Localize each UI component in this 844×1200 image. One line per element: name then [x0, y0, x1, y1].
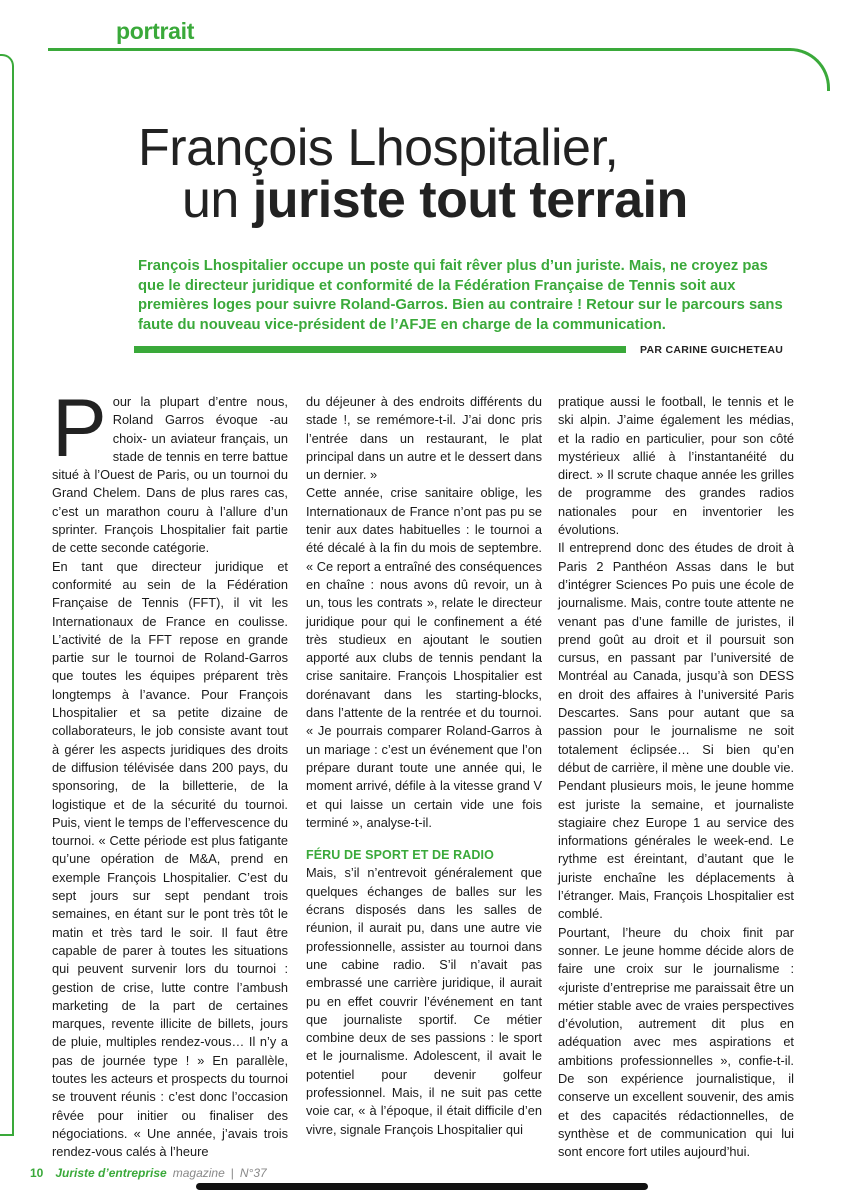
article-lead: François Lhospitalier occupe un poste qui fait rêver plus d’un juriste. Mais, ne croyez pas que le directeur juridique et conformité de la Fédération Française de Tennis soit aux premières loges pour suivre Roland-Garros. Bien au contraire ! Retour sur le parcours sans faute du nouveau vice-président de l’AFJE en charge de la communication. [138, 258, 783, 333]
title-emphasis: juriste tout terrain [252, 171, 688, 229]
decorative-frame-top [48, 48, 830, 91]
title-prefix: un [182, 171, 253, 229]
text-column-2 [306, 393, 542, 1139]
footer-separator: | [230, 1166, 234, 1180]
text-column-3 [558, 393, 794, 1161]
paragraph: Mais, s’il n’entrevoit généralement que quelques échanges de balles sur les écrans disposés dans les salles de réunion, il aurait pu, dans une autre vie professionnelle, assister au tournoi dans une cabine radio. S’il n’avait pas embrassé une carrière juridique, il aurait pu en effet couvrir l’événement en tant que journaliste sportif. Ce métier combine deux de ses passions : le sport et le journalisme. Adolescent, il avait le potentiel pour devenir golfeur professionnel. Mais, il ne suit pas cette voie car, « à l’époque, il était difficile d’en vivre, signale François Lhospitalier qui [306, 865, 542, 1137]
article-title-line1: François Lhospitalier, [138, 119, 619, 177]
issue-number: N°37 [239, 1166, 267, 1180]
paragraph-text: our la plupart d’entre nous, Roland Garros évoque -au choix- un aviateur français, un stade de tennis en terre battue situé à l’Ouest de Paris, ou un tournoi du Grand Chelem. Dans de plus rares cas, c’est un marathon couru à l’allure d’un sprinter. François Lhospitalier fait partie de cette seconde catégorie. [52, 394, 288, 556]
paragraph: Pourtant, l’heure du choix finit par sonner. Le jeune homme décide alors de faire une croix sur le journalisme : «juriste d’entreprise me paraissait être un métier stable avec de vraies perspectives d’évolution, autrement dit plus en adéquation avec mes aspirations et ambitions professionnelles », confie-t-il. De son expérience journalistique, il conserve un excellent souvenir, des amis et des capacités rédactionnelles, de synthèse et de communication qui lui sont encore fort utiles aujourd’hui. [558, 924, 794, 1160]
article-title-line2 [182, 170, 688, 230]
drop-cap: P [52, 383, 107, 474]
decorative-frame-left [0, 54, 14, 1136]
page-number: 10 [30, 1166, 44, 1180]
home-indicator[interactable] [196, 1183, 648, 1190]
magazine-label: magazine [172, 1166, 225, 1180]
green-rule [134, 346, 626, 353]
text-column-1 [52, 383, 288, 1161]
subheading: FÉRU DE SPORT ET DE RADIO [306, 848, 494, 863]
section-label: portrait [116, 18, 200, 45]
paragraph [52, 383, 288, 558]
magazine-brand: Juriste d’entreprise [55, 1166, 167, 1180]
paragraph: du déjeuner à des endroits différents du stade !, se remémore-t-il. J’ai donc pris l’entrée dans un restaurant, le plat principal dans un autre et le dessert dans un dernier. » [306, 394, 542, 483]
paragraph: Il entreprend donc des études de droit à Paris 2 Panthéon Assas dans le but d’intégrer Sciences Po puis une école de journalisme. Mais, contre toute attente ne venant pas d’une famille de juristes, il prend goût au droit et il poursuit son cursus, en passant par l’université de Montréal au Canada, jusqu’à son DESS en droit des affaires à l’université Paris Descartes. Sans pour autant que sa passion pour le journalisme ne soit totalement éclipsée… Si bien qu’en début de carrière, il mène une double vie. Pendant plusieurs mois, le jeune homme est juriste la semaine, et journaliste stagiaire chez Europe 1 au service des informations générales le week-end. Le rythme est éreintant, d’autant que le juriste enchaîne les déplacements à l’étranger. Mais, François Lhospitalier est comblé. [558, 540, 794, 922]
paragraph: Cette année, crise sanitaire oblige, les Internationaux de France n’ont pas pu se tenir aux dates habituelles : le tournoi a été décalé à la fin du mois de septembre. « Ce report a entraîné des conséquences en chaîne : nous avons dû revoir, un à un, tous les contrats », relate le directeur juridique pour qui le confinement a été très studieux en ajoutant le soutien apporté aux clubs de tennis pendant la crise sanitaire. François Lhospitalier est dorénavant dans les starting-blocks, dans l’attente de la rentrée et du tournoi. « Je pourrais comparer Roland-Garros à un mariage : c’est un événement que l’on prépare durant toute une année qui, le moment arrivé, défile à la vitesse grand V et qui laisse un certain vide une fois terminé », analyse-t-il. [306, 485, 542, 830]
paragraph: pratique aussi le football, le tennis et le ski alpin. J’aime également les médias, et la radio en particulier, pour son côté mystérieux allié à l’instantanéité du direct. » Il scrute chaque année les grilles de programme des grandes radios nationales pour en inventorier les évolutions. [558, 394, 794, 538]
byline: PAR CARINE GUICHETEAU [640, 344, 784, 356]
page-footer [30, 1166, 267, 1180]
decorative-frame-bottom [0, 1134, 14, 1136]
paragraph: En tant que directeur juridique et conformité au sein de la Fédération Française de Tennis (FFT), il vit les Internationaux de France en coulisse. L’activité de la FFT repose en grande partie sur le tournoi de Roland-Garros que toutes les équipes préparent très longtemps à l’avance. Pour François Lhospitalier et sa petite dizaine de collaborateurs, le job consiste avant tout à gérer les aspects juridiques des droits de diffusion télévisée dans 200 pays, du sponsoring, de la billetterie, de la logistique et de la sécurité du tournoi. Puis, vient le temps de l’effervescence du tournoi. « Cette période est plus fatigante qu’une opération de M&A, prend en exemple François Lhospitalier. C’est du sept jours sur sept pendant trois semaines, en étant sur le pont très tôt le matin et très tard le soir. Il faut être capable de parer à toutes les situations qui peuvent survenir lors du tournoi : gestion de crise, lutte contre l’ambush marketing de la part de certaines marques, revente illicite de billets, jours de pluie, multiples rendez-vous… Il n’y a pas de journée type ! » En parallèle, toutes les acteurs et prospects du tournoi se trouvent réunis : c’est donc l’occasion rêvée pour initier ou finaliser des négociations. « Une année, j’avais trois rendez-vous calés à l’heure [52, 558, 288, 1160]
